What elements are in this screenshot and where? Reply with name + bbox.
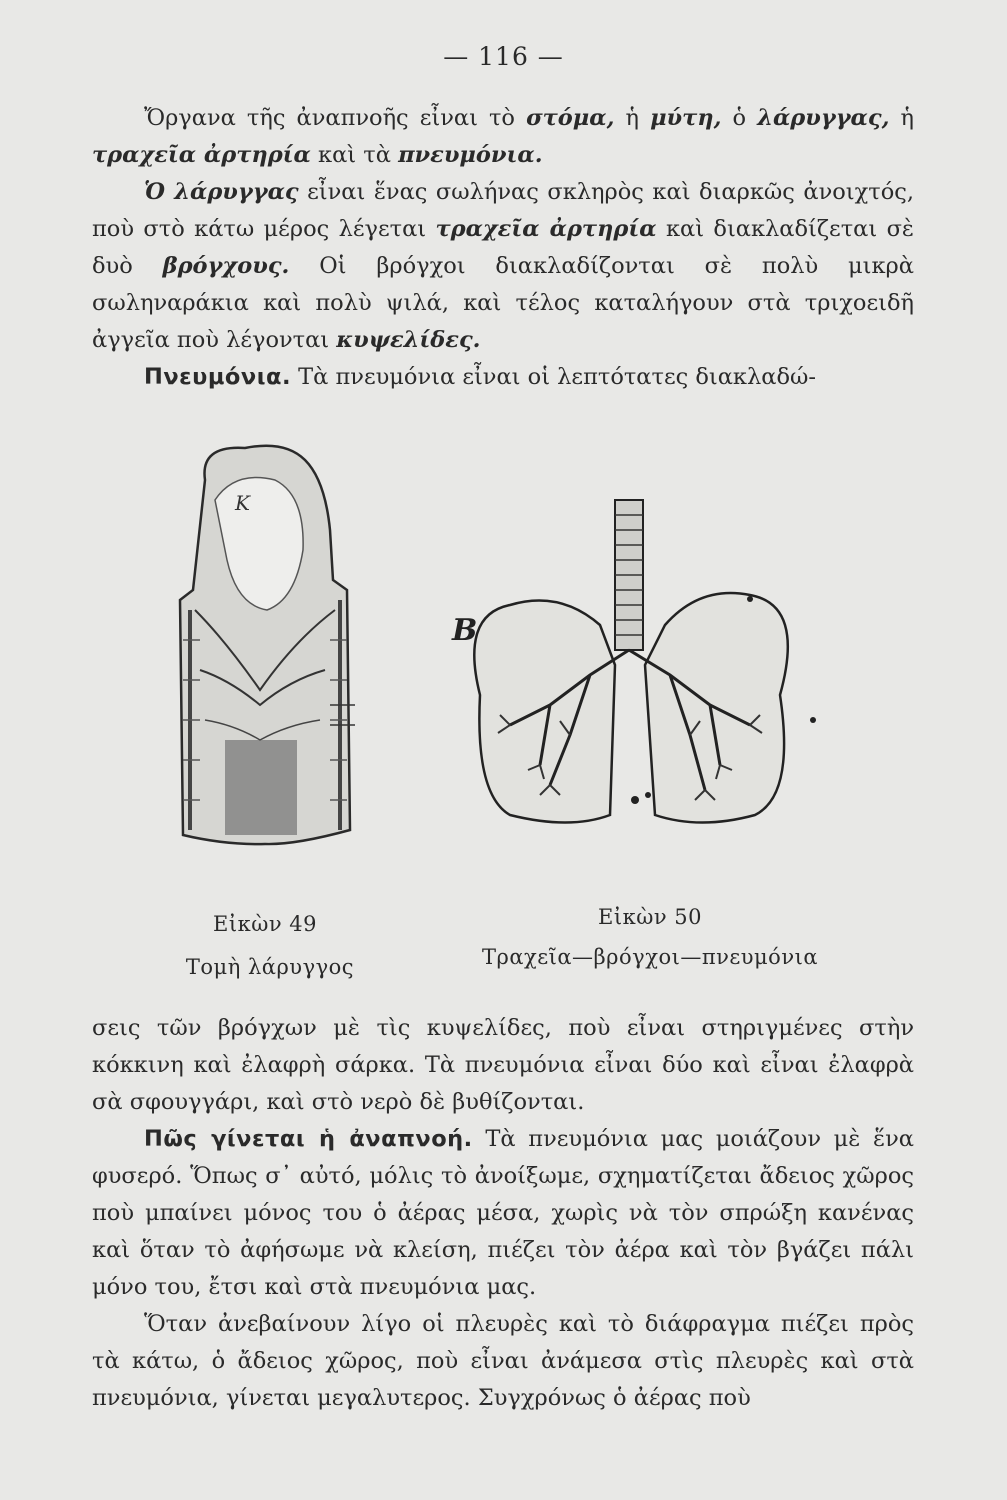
lower-text <box>92 1010 914 1417</box>
figure-49-label: Κ <box>235 491 250 515</box>
larynx-section-illustration <box>175 440 355 860</box>
figure-50-number: Εἰκὼν 50 <box>598 905 702 929</box>
paragraph-breathing: Πῶς γίνεται ἡ ἀναπνοή. Τὰ πνευμόνια μας μοιάζουν μὲ ἕνα φυσερό. Ὅπως σ᾽ αὐτό, μόλις τὸ ἀνοίξωμε, σχηματίζεται ἄδειος χῶρος ποὺ μπαίνει μόνος του ὁ ἀέρας μέσα, χωρὶς νὰ τὸν σπρώξη κανένας καὶ ὅταν τὸ ἀφήσωμε νὰ κλείση, πιέζει τὸν ἀέρα καὶ τὸν βγάζει πάλι μόνο του, ἔτσι καὶ στὰ πνευμόνια μας. <box>92 1126 914 1300</box>
upper-text <box>92 100 914 396</box>
section-heading-lungs: Πνευμόνια. <box>144 364 291 390</box>
figure-50-label: Β <box>452 613 478 648</box>
figure-49-number: Εἰκὼν 49 <box>213 912 317 936</box>
section-heading-breathing: Πῶς γίνεται ἡ ἀναπνοή. <box>144 1126 473 1152</box>
paragraph-lungs-continued: σεις τῶν βρόγχων μὲ τὶς κυψελίδες, ποὺ εἶναι στηριγμένες στὴν κόκκινη καὶ ἐλαφρὴ σάρκα. Τὰ πνευμόνια εἶναι δύο καὶ εἶναι ἐλαφρὰ σὰ σφουγγάρι, καὶ στὸ νερὸ δὲ βυθίζονται. <box>92 1015 914 1115</box>
figure-50-caption: Τραχεῖα—βρόγχοι—πνευμόνια <box>481 945 819 969</box>
paragraph-lungs-start: Πνευμόνια. Τὰ πνευμόνια εἶναι οἱ λεπτότατες διακλαδώ- <box>144 364 816 390</box>
page-number: — 116 — <box>443 42 564 71</box>
figure-49-caption: Τομὴ λάρυγγος <box>185 955 355 979</box>
paragraph-ribs: Ὅταν ἀνεβαίνουν λίγο οἱ πλευρὲς καὶ τὸ διάφραγμα πιέζει πρὸς τὰ κάτω, ὁ ἄδειος χῶρος, ποὺ εἶναι ἀνάμεσα στὶς πλευρὲς καὶ στὰ πνευμόνια, γίνεται μεγαλυτερος. Συγχρόνως ὁ ἀέρας ποὺ <box>92 1311 914 1411</box>
paragraph-organs: Ὄργανα τῆς ἀναπνοῆς εἶναι τὸ στόμα, ἡ μύτη, ὁ λάρυγγας, ἡ τραχεῖα ἀρτηρία καὶ τὰ πνευμόνια. <box>92 105 914 168</box>
paragraph-larynx: Ὁ λάρυγγας εἶναι ἕνας σωλήνας σκληρὸς καὶ διαρκῶς ἀνοιχτός, ποὺ στὸ κάτω μέρος λέγεται τραχεῖα ἀρτηρία καὶ διακλαδίζεται σὲ δυὸ βρόγχους. Οἱ βρόγχοι διακλαδίζονται σὲ πολὺ μικρὰ σωληναράκια καὶ πολὺ ψιλά, καὶ τέλος καταλήγουν στὰ τριχοειδῆ ἀγγεῖα ποὺ λέγονται κυψελίδες. <box>92 179 914 353</box>
lungs-illustration <box>450 495 835 835</box>
